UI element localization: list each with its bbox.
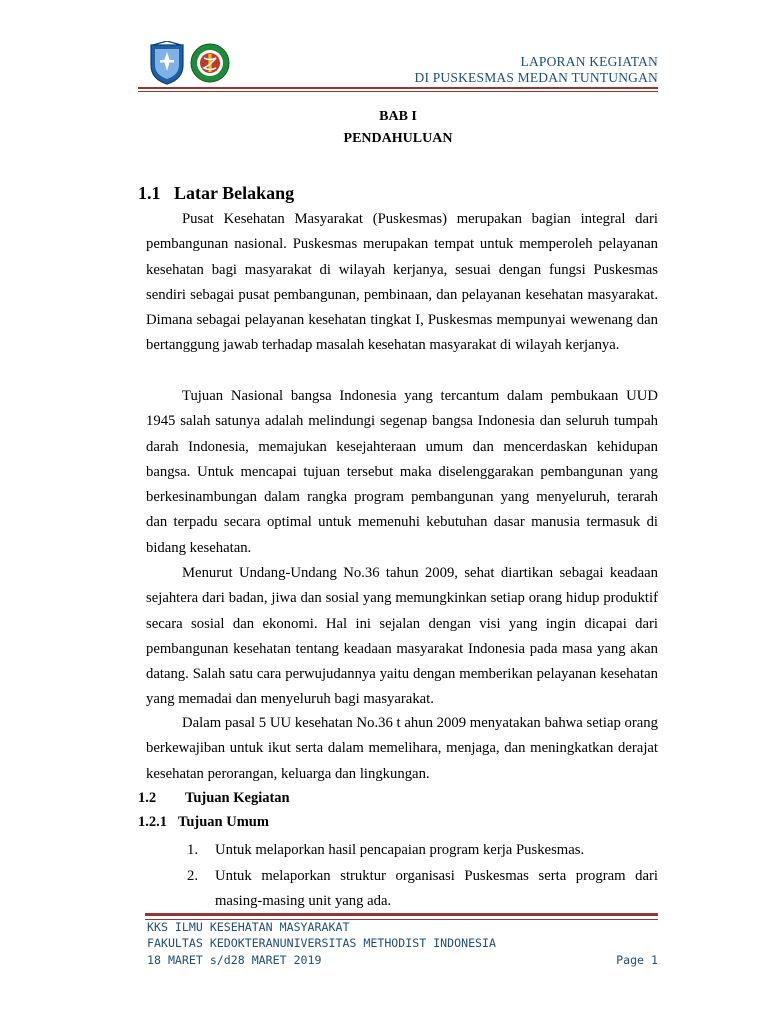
paragraph-2: Tujuan Nasional bangsa Indonesia yang tercantum dalam pembukaan UUD 1945 salah satunya adalah melindungi segenap bangsa Indonesia dan seluruh tumpah darah Indonesia, memajukan kesejahteraan umum dan mencerdaskan kehidupan bangsa. Untuk mencapai tujuan tersebut maka diselenggarakan pembangunan yang berkesinambungan dalam rangka program pembangunan yang menyeluruh, terarah dan terpadu secara optimal untuk memenuhi kebutuhan dasar manusia termasuk di bidang kesehatan. (146, 388, 658, 556)
paragraph-1: Pusat Kesehatan Masyarakat (Puskesmas) merupakan bagian integral dari pembangunan nasional. Puskesmas merupakan tempat untuk memperoleh pelayanan kesehatan bagi masyarakat di wilayah kerjanya, sesuai dengan fungsi Puskesmas sendiri sebagai pusat pembangunan, pembinaan, dan pelayanan kesehatan masyarakat. Dimana sebagai pelayanan kesehatan tingkat I, Puskesmas mempunyai wewenang dan bertanggung jawab terhadap masalah kesehatan masyarakat di wilayah kerjanya. (146, 211, 658, 354)
list-item-number: 2. (187, 868, 199, 884)
footer-line-3: 18 MARET s/d28 MARET 2019 (147, 953, 322, 967)
university-crest-logo (147, 41, 187, 86)
header-rule-thin (138, 91, 658, 92)
section-title: Tujuan Kegiatan (185, 790, 290, 806)
page-number: Page 1 (616, 953, 658, 967)
header-title-line-1: LAPORAN KEGIATAN (520, 54, 658, 69)
header-title-line-2: DI PUSKESMAS MEDAN TUNTUNGAN (414, 70, 658, 85)
list-item-number: 1. (187, 842, 199, 858)
list-item-text: Untuk melaporkan hasil pencapaian program kerja Puskesmas. (215, 842, 585, 858)
medical-faculty-logo (190, 42, 230, 84)
chapter-number: BAB I (379, 109, 417, 124)
section-heading-1-2-1 (138, 814, 269, 831)
footer-rule (145, 913, 658, 916)
footer-line-1: KKS ILMU KESEHATAN MASYARAKAT (147, 920, 350, 934)
footer-line-2: FAKULTAS KEDOKTERANUNIVERSITAS METHODIST INDONESIA (147, 936, 497, 950)
section-title: Latar Belakang (174, 183, 295, 203)
paragraph-4: Dalam pasal 5 UU kesehatan No.36 t ahun 2009 menyatakan bahwa setiap orang berkewajiban untuk ikut serta dalam memelihara, menjaga, dan meningkatkan derajat kesehatan perorangan, keluarga dan lingkungan. (146, 715, 658, 782)
chapter-title: PENDAHULUAN (343, 131, 453, 146)
paragraph-3: Menurut Undang-Undang No.36 tahun 2009, sehat diartikan sebagai keadaan sejahtera dari badan, jiwa dan sosial yang memungkinkan setiap orang hidup produktif secara sosial dan ekonomi. Hal ini sejalan dengan visi yang ingin dicapai dari pembangunan kesehatan tentang keadaan masyarakat Indonesia pada masa yang akan datang. Salah satu cara perwujudannya yaitu dengan memberikan pelayanan kesehatan yang memadai dan menyeluruh bagi masyarakat. (146, 565, 658, 708)
section-heading-1-2 (138, 790, 290, 807)
list-item (187, 864, 658, 914)
list-item-text: Untuk melaporkan struktur organisasi Puskesmas serta program dari masing-masing unit yang ada. (215, 868, 658, 909)
section-number: 1.2.1 (138, 814, 167, 830)
list-item (187, 838, 658, 863)
section-number: 1.1 (138, 183, 161, 203)
section-heading-1-1 (138, 183, 294, 204)
section-number: 1.2 (138, 790, 157, 806)
section-title: Tujuan Umum (178, 814, 269, 830)
header-rule (138, 87, 658, 89)
